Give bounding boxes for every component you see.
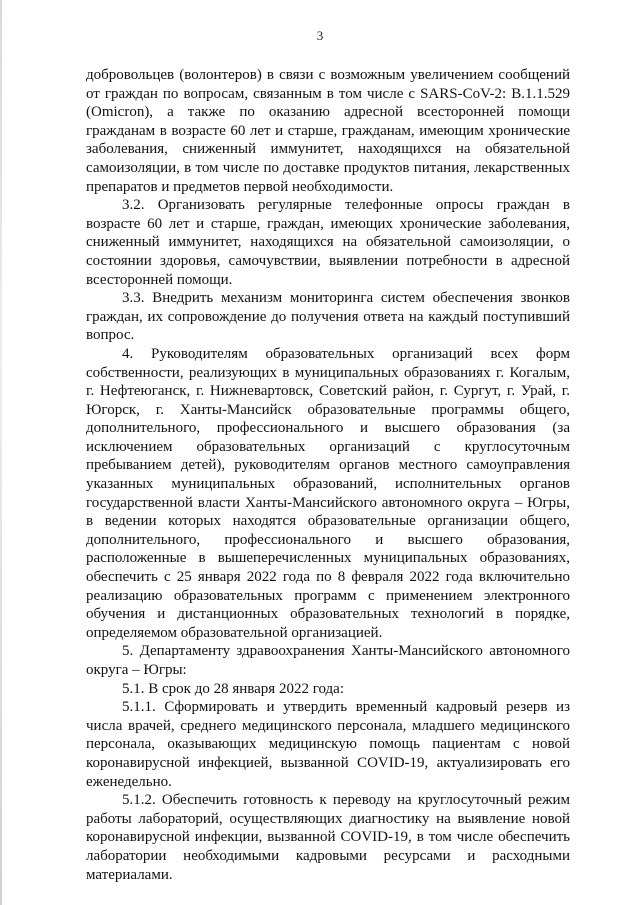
page-number: 3	[316, 28, 324, 43]
scan-edge	[0, 0, 2, 905]
paragraph-5-1-2: 5.1.2. Обеспечить готовность к переводу на круглосуточный режим работы лабораторий, осуществляющих диагностику на выявление новой коронавирусной инфекции, вызванной COVID-19, в том числе обеспечить лаборатории необходимыми кадровыми ресурсами и расходными материалами.	[86, 792, 570, 883]
paragraph-5-1-1: 5.1.1. Сформировать и утвердить временный кадровый резерв из числа врачей, среднего медицинского персонала, младшего медицинского персонала, оказывающих медицинскую помощь пациентам с новой коронавирусной инфекцией, вызванной COVID-19, актуализировать его еженедельно.	[86, 699, 570, 790]
document-body	[86, 66, 570, 884]
paragraph-3-2: 3.2. Организовать регулярные телефонные опросы граждан в возрасте 60 лет и старше, граждан, имеющих хронические заболевания, сниженный иммунитет, находящихся на обязательной самоизоляции, о состоянии здоровья, самочувствии, выявлении потребности в адресной всесторонней помощи.	[86, 197, 570, 288]
paragraph-3-3: 3.3. Внедрить механизм мониторинга систем обеспечения звонков граждан, их сопровождение до получения ответа на каждый поступивший вопрос.	[86, 290, 570, 344]
paragraph-5-1: 5.1. В срок до 28 января 2022 года:	[122, 680, 345, 697]
paragraph-continuation: добровольцев (волонтеров) в связи с возможным увеличением сообщений от граждан по вопросам, связанным в том числе с SARS-CoV-2: B.1.1.529 (Omicron), а также по оказанию адресной всесторонней помощи гражданам в возрасте 60 лет и старше, гражданам, имеющим хронические заболевания, сниженный иммунитет, находящихся на обязательной самоизоляции, в том числе по доставке продуктов питания, лекарственных препаратов и предметов первой необходимости.	[86, 67, 570, 195]
paragraph-4: 4. Руководителям образовательных организаций всех форм собственности, реализующих в муниципальных образованиях г. Когалым, г. Нефтеюганск, г. Нижневартовск, Советский район, г. Сургут, г. Урай, г. Югорск, г. Ханты-Мансийск образовательные программы общего, дополнительного, профессионального и высшего образования (за исключением образовательных организаций с круглосуточным пребыванием детей), руководителям органов местного самоуправления указанных муниципальных образований, исполнительных органов государственной власти Ханты-Мансийского автономного округа – Югры, в ведении которых находятся образовательные организации общего, дополнительного, профессионального и высшего образования, расположенные в вышеперечисленных муниципальных образованиях, обеспечить с 25 января 2022 года по 8 февраля 2022 года включительно реализацию образовательных программ с применением электронного обучения и дистанционных образовательных технологий в порядке, определяемом образовательной организацией.	[86, 345, 570, 641]
paragraph-5: 5. Департаменту здравоохранения Ханты-Мансийского автономного округа – Югры:	[86, 643, 570, 678]
